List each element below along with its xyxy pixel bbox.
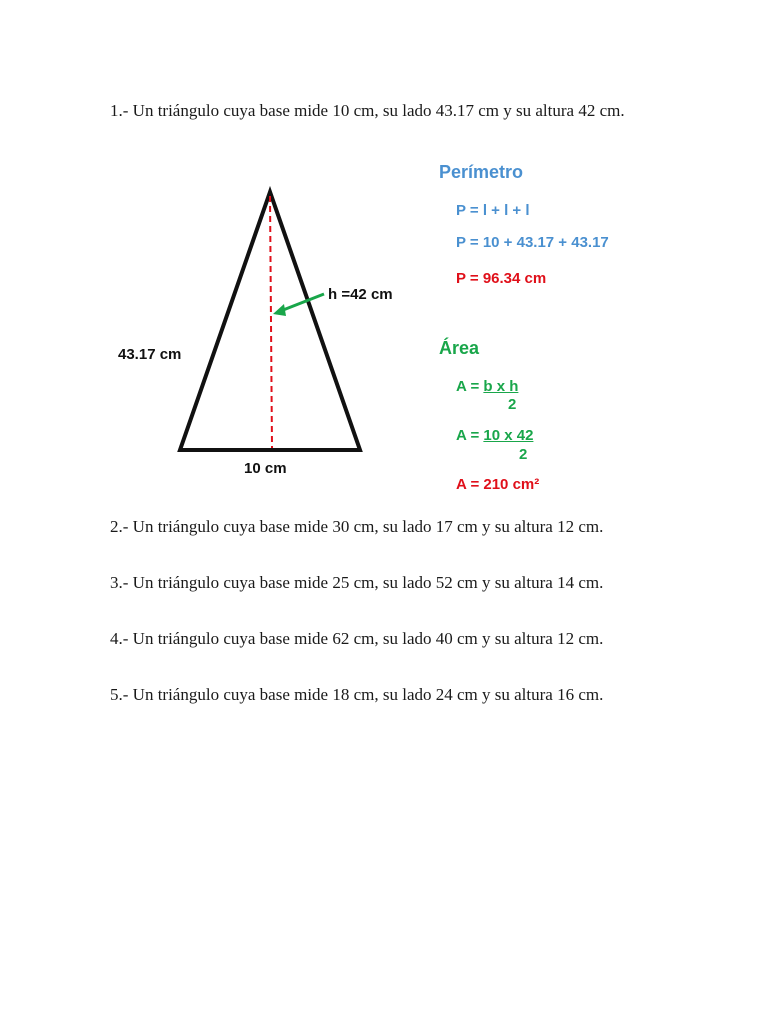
triangle-figure [110, 160, 670, 500]
problem-2-text: 2.- Un triángulo cuya base mide 30 cm, su lado 17 cm y su altura 12 cm. [110, 517, 604, 536]
height-line [270, 196, 272, 448]
area-substitution-numerator: 10 x 42 [483, 427, 534, 444]
perimeter-formula: P = l + l + l [456, 202, 530, 219]
triangle-diagram [110, 160, 670, 500]
height-arrow [278, 294, 324, 312]
area-formula-denominator: 2 [508, 396, 517, 413]
area-formula-prefix: A = [456, 378, 484, 395]
problem-5-text: 5.- Un triángulo cuya base mide 18 cm, su lado 24 cm y su altura 16 cm. [110, 685, 604, 704]
perimeter-substitution: P = 10 + 43.17 + 43.17 [456, 234, 609, 251]
base-label: 10 cm [244, 460, 287, 477]
area-formula [456, 378, 518, 395]
area-substitution-denominator: 2 [519, 446, 528, 463]
area-result: A = 210 cm² [456, 476, 540, 493]
perimeter-result: P = 96.34 cm [456, 270, 547, 287]
area-formula-numerator: b x h [483, 378, 519, 395]
area-substitution [456, 427, 533, 444]
height-label: h =42 cm [328, 286, 393, 303]
area-title: Área [439, 338, 480, 358]
area-substitution-prefix: A = [456, 427, 484, 444]
height-arrow-head [273, 304, 286, 316]
side-label: 43.17 cm [118, 346, 182, 363]
problem-4-text: 4.- Un triángulo cuya base mide 62 cm, su lado 40 cm y su altura 12 cm. [110, 629, 604, 648]
problem-3-text: 3.- Un triángulo cuya base mide 25 cm, su lado 52 cm y su altura 14 cm. [110, 573, 604, 592]
perimeter-title: Perímetro [439, 162, 524, 182]
problem-1-text: 1.- Un triángulo cuya base mide 10 cm, su lado 43.17 cm y su altura 42 cm. [110, 101, 625, 120]
